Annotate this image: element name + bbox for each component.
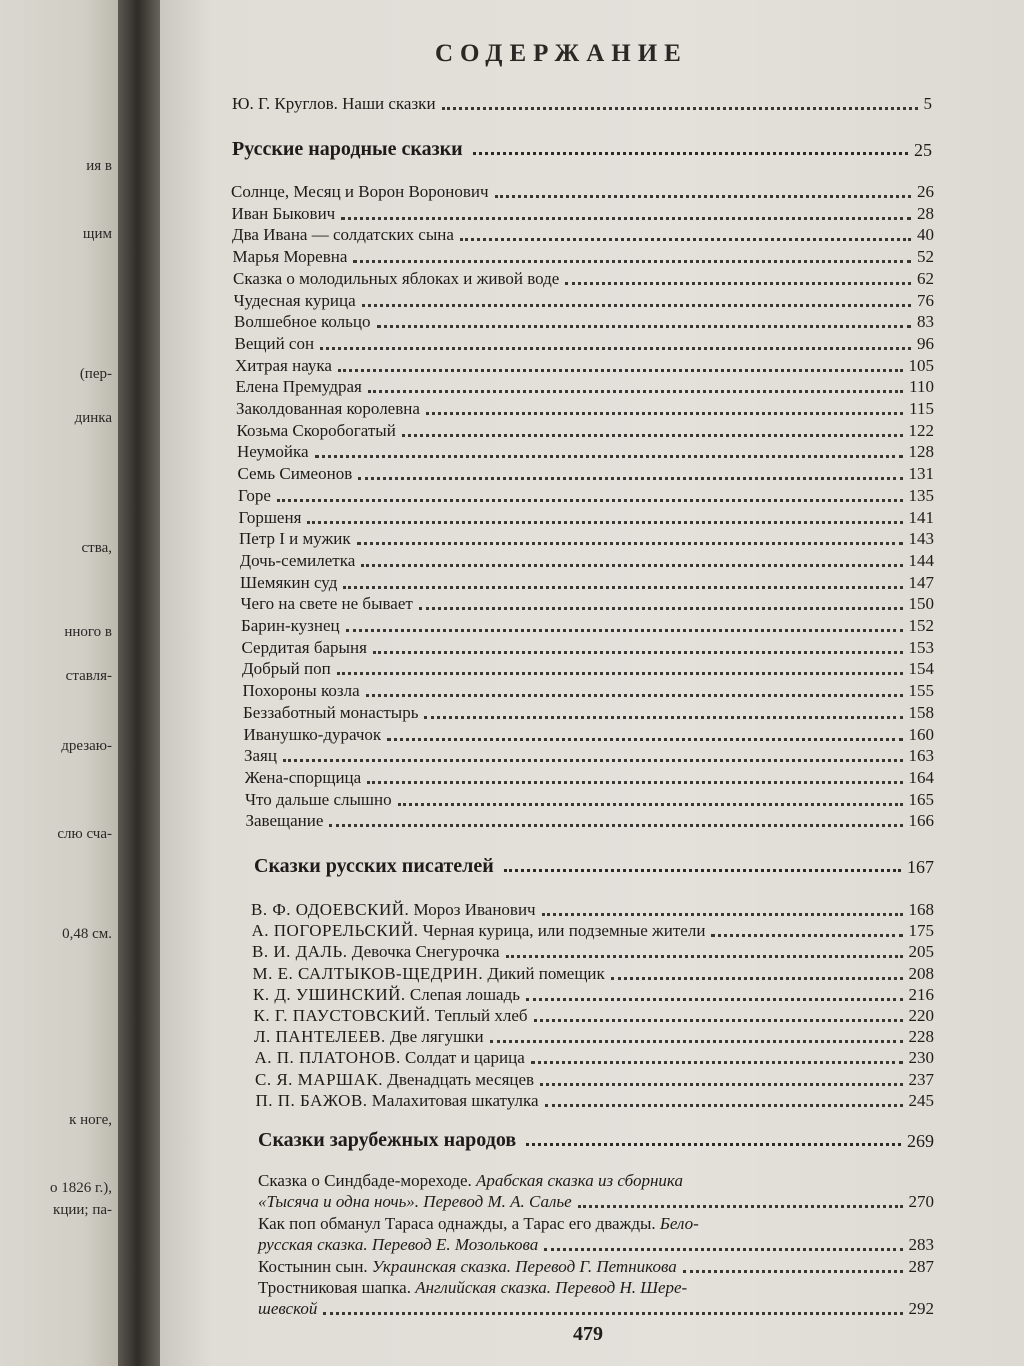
leader-dots [578, 1205, 903, 1208]
toc-entry-text: Чего на свете не бывает [240, 594, 413, 614]
toc-entry-title: Девочка Снегурочка [351, 942, 500, 962]
toc-entry-intro [232, 92, 932, 114]
toc-entry [254, 1004, 935, 1026]
toc-page-number: 141 [908, 507, 934, 527]
leader-dots [495, 195, 911, 198]
toc-entry-author: К. Д. УШИНСКИЙ. [253, 984, 406, 1004]
leader-dots [542, 913, 903, 916]
toc-entry-text: Барин-кузнец [241, 616, 340, 635]
toc-entry-text [255, 1048, 525, 1068]
toc-page-number: 228 [908, 1027, 934, 1047]
toc-page-number: 163 [908, 746, 934, 766]
leader-dots [426, 412, 903, 415]
leader-dots [346, 629, 903, 632]
toc-entry-text: Завещание [245, 811, 324, 831]
toc-entry-line [258, 1191, 934, 1212]
toc-entry-title: Солдат и царица [404, 1048, 525, 1068]
toc-page-number: 150 [908, 594, 934, 614]
toc-page-number: 28 [917, 203, 934, 223]
left-page-text-fragment: слю сча- [57, 826, 112, 842]
toc-entry [233, 267, 934, 289]
toc-entry-text: Два Ивана — солдатских сына [232, 225, 454, 245]
toc-entry [244, 744, 934, 766]
toc-entry-text [254, 1027, 484, 1047]
toc-entry-text: Шемякин суд [240, 572, 338, 592]
toc-entry [232, 202, 935, 224]
toc-entry-text: Чудесная курица [233, 290, 356, 310]
leader-dots [367, 781, 902, 784]
left-page-text-fragment: (пер- [79, 366, 112, 382]
leader-dots [377, 325, 912, 328]
leader-dots [526, 998, 902, 1001]
toc-entry [240, 571, 934, 593]
toc-entry [245, 766, 935, 788]
toc-entry [241, 592, 935, 614]
toc-entry [233, 245, 935, 267]
toc-page-number: 152 [908, 616, 934, 635]
toc-entry [243, 701, 934, 723]
toc-entry-title: Слепая лошадь [409, 984, 521, 1004]
toc-entry [241, 614, 934, 636]
toc-page-number: 165 [908, 789, 934, 809]
toc-page-number: 25 [914, 140, 932, 160]
left-page [0, 0, 118, 1366]
toc-entry-text: Иван Быкович [231, 203, 336, 223]
leader-dots [387, 738, 902, 741]
toc-entry [251, 898, 934, 920]
toc-entry [236, 397, 934, 419]
toc-entry [239, 527, 934, 549]
toc-entry [258, 1277, 934, 1319]
toc-entry-author: В. И. ДАЛЬ. [252, 942, 348, 962]
toc-entry-text: Иванушко-дурачок [243, 724, 382, 744]
left-page-text-fragment: к ноге, [69, 1112, 112, 1128]
toc-entry-text: Добрый поп [242, 659, 331, 679]
toc-entry-author: С. Я. МАРШАК. [255, 1069, 384, 1089]
toc-entry [237, 440, 934, 462]
leader-dots [357, 542, 903, 545]
section-heading [232, 133, 932, 161]
toc-entry-text: Неумойка [237, 442, 309, 462]
toc-entry [254, 1025, 934, 1047]
toc-entry [242, 636, 935, 658]
toc-entry-author: А. П. ПЛАТОНОВ. [254, 1048, 401, 1068]
toc-entry-text: Елена Премудрая [235, 377, 362, 397]
toc-page-number: 143 [908, 529, 934, 549]
toc-entry-text: Марья Моревна [232, 247, 348, 267]
toc-entry [232, 223, 934, 245]
toc-entry-text [256, 1091, 539, 1111]
toc-page-number: 76 [917, 290, 934, 310]
leader-dots [531, 1061, 903, 1064]
toc-page-number: 168 [908, 900, 934, 919]
leader-dots [534, 1019, 903, 1022]
leader-dots [366, 694, 903, 697]
toc-page-number: 269 [907, 1131, 934, 1151]
leader-dots [343, 586, 902, 589]
leader-dots [353, 260, 911, 263]
toc-page-number: 230 [908, 1048, 934, 1068]
book-gutter [118, 0, 162, 1366]
toc-page-number: 110 [909, 377, 934, 397]
toc-entry [242, 657, 934, 679]
section-heading-text: Русские народные сказки [232, 138, 463, 160]
leader-dots [526, 1143, 901, 1146]
toc-entry-text [253, 985, 520, 1005]
toc-entry [238, 484, 934, 506]
toc-entry-note: Арабская сказка из сборника [476, 1171, 683, 1190]
toc-entry-text: Ю. Г. Круглов. Наши сказки [232, 94, 436, 113]
left-page-text-fragment: нного в [64, 624, 112, 640]
toc-entry [255, 1068, 934, 1090]
toc-page-number: 245 [908, 1090, 934, 1110]
toc-entry-text: Семь Симеонов [237, 464, 353, 484]
toc-entry [240, 549, 935, 571]
toc-entry [234, 289, 935, 311]
toc-entry [255, 1046, 935, 1068]
toc-page-number: 166 [908, 811, 934, 831]
toc-entry-text [255, 1070, 534, 1090]
toc-page-number: 164 [908, 767, 934, 787]
leader-dots [323, 1312, 902, 1315]
toc-entry-author: М. Е. САЛТЫКОВ-ЩЕДРИН. [252, 963, 484, 983]
toc-entry-author: Л. ПАНТЕЛЕЕВ. [254, 1027, 386, 1047]
toc-page-number: 144 [908, 550, 934, 570]
toc-entry-text: Сказка о молодильных яблоках и живой воде [233, 268, 560, 288]
toc-page-number: 154 [908, 659, 934, 679]
toc-entry-line [258, 1277, 934, 1298]
toc-entry-text: Беззаботный монастырь [243, 702, 419, 722]
toc-entry-title: Черная курица, или подземные жители [422, 921, 706, 941]
toc-page-number: 105 [908, 355, 934, 375]
toc-entry-text: Горе [238, 485, 271, 505]
toc-entry [231, 180, 934, 202]
toc-entry-text: Козьма Скоробогатый [236, 420, 396, 440]
leader-dots [506, 955, 903, 958]
leader-dots [320, 347, 911, 350]
leader-dots [473, 152, 908, 155]
toc-entry-line [258, 1234, 934, 1255]
toc-entry-text: Хитрая наука [235, 355, 332, 375]
toc-entry [235, 332, 935, 354]
leader-dots [398, 803, 903, 806]
toc-entry-note: Бело- [659, 1214, 699, 1233]
left-page-text-fragment: о 1826 г.), [50, 1180, 112, 1196]
toc-entry [244, 723, 935, 745]
leader-dots [338, 369, 903, 372]
toc-page-number: 26 [917, 182, 934, 201]
toc-entry-text: Петр I и мужик [239, 529, 351, 549]
toc-entry [253, 962, 935, 984]
toc-entry-note: русская сказка. Перевод Е. Мозолькова [258, 1235, 539, 1254]
toc-entry-title: Костынин сын. [258, 1257, 368, 1276]
toc-page-number: 128 [908, 442, 934, 462]
toc-page-number: 287 [908, 1257, 934, 1276]
toc-page-number: 175 [908, 921, 934, 941]
toc-page-number: 155 [908, 681, 934, 701]
toc-page-number: 153 [908, 637, 934, 657]
leader-dots [362, 304, 911, 307]
toc-entry-author: П. П. БАЖОВ. [255, 1090, 368, 1110]
toc-page-number: 237 [908, 1069, 934, 1089]
toc-entry-text: Похороны козла [242, 681, 360, 701]
leader-dots [307, 521, 902, 524]
left-page-text-fragment: кции; па- [53, 1202, 112, 1218]
toc-entry-text: Солнце, Месяц и Ворон Воронович [231, 182, 489, 201]
toc-entry [236, 375, 935, 397]
toc-entry-note: «Тысяча и одна ночь». Перевод М. А. Салье [258, 1192, 572, 1211]
toc-entry-text [253, 964, 605, 984]
toc-entry-line [258, 1213, 934, 1234]
toc-entry-title: Сказка о Синдбаде-мореходе. [258, 1171, 472, 1190]
toc-page-number: 160 [908, 724, 934, 744]
leader-dots [283, 759, 903, 762]
toc-page-number: 96 [917, 333, 934, 353]
toc-entry [258, 1213, 934, 1255]
toc-page-number: 40 [917, 225, 934, 245]
toc-entry-note: шевской [258, 1299, 318, 1318]
toc-page-number: 205 [908, 942, 934, 962]
toc-entry-text: Дочь-семилетка [239, 550, 356, 570]
toc-page-number: 158 [908, 702, 934, 722]
leader-dots [683, 1270, 903, 1273]
leader-dots [368, 390, 903, 393]
toc-page-number: 5 [923, 94, 932, 113]
toc-entry-author: А. ПОГОРЕЛЬСКИЙ. [251, 921, 419, 941]
leader-dots [460, 238, 911, 241]
toc-entry-title: Теплый хлеб [434, 1006, 528, 1025]
toc-entry-note: Украинская сказка. Перевод Г. Петникова [371, 1257, 677, 1276]
leader-dots [361, 564, 902, 567]
toc-entry-text: Жена-спорщица [244, 767, 362, 787]
toc-entry-text: Волшебное кольцо [234, 312, 371, 332]
leader-dots [545, 1104, 903, 1107]
toc-entry-title: Мороз Иванович [413, 900, 536, 919]
toc-page-number: 216 [908, 984, 934, 1004]
leader-dots [277, 499, 903, 502]
toc-entry-line [258, 1256, 934, 1277]
leader-dots [504, 869, 901, 872]
toc-entry-title: Дикий помещик [487, 963, 605, 983]
toc-entry [234, 310, 934, 332]
leader-dots [329, 824, 902, 827]
toc-entry-text: Что дальше слышно [245, 789, 392, 809]
toc-page-number: 220 [908, 1006, 934, 1025]
leader-dots [337, 672, 903, 675]
toc-entry-line [258, 1298, 934, 1319]
page-number: 479 [573, 1323, 603, 1345]
left-page-text-fragment: 0,48 см. [62, 926, 112, 942]
toc-page-number: 270 [908, 1192, 934, 1211]
section-heading [254, 850, 934, 878]
leader-dots [540, 1083, 902, 1086]
toc-entry [243, 679, 935, 701]
toc-entry [238, 462, 935, 484]
section-heading [258, 1124, 934, 1152]
toc-page-number: 115 [909, 399, 934, 418]
toc-entry-text [252, 921, 706, 941]
toc-page-number: 292 [908, 1299, 934, 1318]
toc-entry-title: Двенадцать месяцев [387, 1069, 535, 1089]
toc-page-number: 283 [908, 1235, 934, 1254]
left-page-text-fragment: дрезаю- [61, 738, 112, 754]
toc-page-number: 167 [907, 857, 934, 877]
toc-entry [252, 919, 935, 941]
toc-page-number: 131 [908, 464, 934, 484]
toc-page-number: 52 [917, 247, 934, 267]
toc-entry-text: Заколдованная королевна [236, 399, 420, 418]
toc-entry-title: Две лягушки [390, 1027, 484, 1047]
leader-dots [358, 477, 902, 480]
section-heading-text: Сказки русских писателей [254, 855, 494, 877]
toc-entry-text: Сердитая барыня [241, 637, 367, 657]
toc-entry [256, 1089, 935, 1111]
toc-entry-text [251, 900, 536, 920]
leader-dots [315, 455, 903, 458]
toc-entry [239, 506, 935, 528]
leader-dots [490, 1040, 903, 1043]
toc-entry-text [254, 1006, 528, 1026]
left-page-text-fragment: ия в [86, 158, 112, 174]
toc-entry-text: Вещий сон [234, 333, 315, 353]
left-page-text-fragment: динка [74, 410, 112, 426]
toc-entry [258, 1170, 934, 1212]
toc-page-number: 122 [908, 420, 934, 440]
toc-entry-author: В. Ф. ОДОЕВСКИЙ. [251, 900, 410, 919]
toc-entry [235, 354, 934, 376]
toc-entry-note: Английская сказка. Перевод Н. Шере- [415, 1278, 688, 1297]
leader-dots [611, 977, 903, 980]
leader-dots [402, 434, 903, 437]
toc-page-number: 62 [917, 268, 934, 288]
leader-dots [373, 651, 903, 654]
left-page-text-fragment: ставля- [65, 668, 112, 684]
toc-entry-text: Горшеня [238, 507, 302, 527]
left-page-text-fragment: щим [82, 226, 112, 242]
toc-entry-text: Заяц [244, 746, 277, 766]
leader-dots [565, 282, 911, 285]
toc-entry-title: Как поп обманул Тараса однажды, а Тарас его дважды. [258, 1214, 656, 1233]
toc-entry [246, 809, 935, 831]
toc-page-number: 208 [908, 963, 934, 983]
toc-entry-title: Тростниковая шапка. [258, 1278, 411, 1297]
toc-entry [252, 940, 934, 962]
toc-entry-text [252, 942, 500, 962]
toc-entry [253, 983, 934, 1005]
toc-page-number: 147 [908, 572, 934, 592]
toc-entry-line [258, 1170, 934, 1191]
leader-dots [442, 107, 918, 110]
left-page-text-fragment: ства, [81, 540, 112, 556]
toc-entry-title: Малахитовая шкатулка [371, 1090, 539, 1110]
toc-entry [258, 1256, 934, 1277]
leader-dots [424, 716, 902, 719]
toc-entry-author: К. Г. ПАУСТОВСКИЙ. [253, 1006, 431, 1025]
leader-dots [341, 217, 911, 220]
leader-dots [544, 1248, 902, 1251]
toc-entry-text [258, 1256, 677, 1277]
section-heading-text: Сказки зарубежных народов [258, 1129, 517, 1151]
toc-page-number: 83 [917, 312, 934, 332]
page-title: СОДЕРЖАНИЕ [435, 40, 688, 67]
toc-page-number: 135 [908, 485, 934, 505]
leader-dots [711, 934, 902, 937]
toc-entry [237, 419, 935, 441]
toc-entry [245, 788, 934, 810]
leader-dots [419, 607, 903, 610]
